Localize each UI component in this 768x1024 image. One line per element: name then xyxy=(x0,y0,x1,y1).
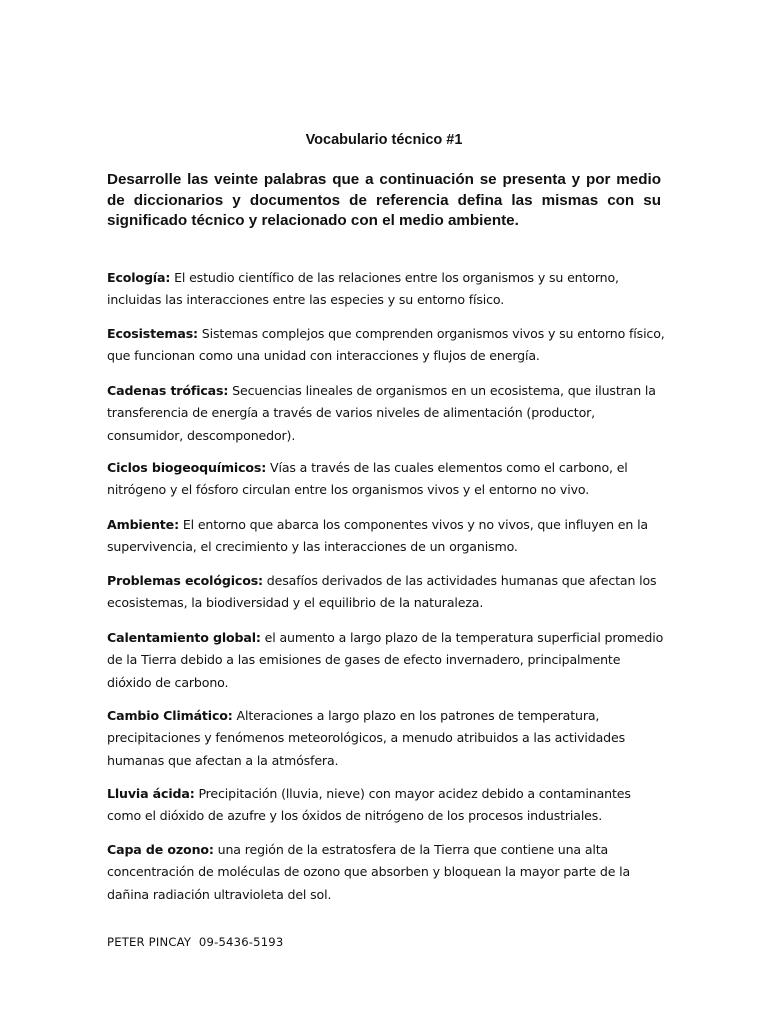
entry-definition: Sistemas complejos que comprenden organismos vivos y su entorno físico, que funcionan como una unidad con interacciones y flujos de energía. xyxy=(107,326,665,364)
entry-ciclos-biogeoquimicos xyxy=(107,457,667,502)
document-title: Vocabulario técnico #1 xyxy=(305,132,463,148)
entry-definition: Secuencias lineales de organismos en un ecosistema, que ilustran la transferencia de energía a través de varios niveles de alimentación (productor, consumidor, descomponedor). xyxy=(107,383,656,443)
entry-definition: Alteraciones a largo plazo en los patrones de temperatura, precipitaciones y fenómenos meteorológicos, a menudo atribuidos a las actividades humanas que afectan a la atmósfera. xyxy=(107,708,626,768)
entry-lluvia-acida xyxy=(107,783,667,828)
entry-term: Ecología: xyxy=(107,270,171,285)
entry-definition: El estudio científico de las relaciones entre los organismos y su entorno, incluidas las interacciones entre las especies y su entorno físico. xyxy=(107,270,619,308)
footer-author-phone: PETER PINCAY 09-5436-5193 xyxy=(107,935,284,949)
entry-term: Cadenas tróficas: xyxy=(107,383,229,398)
entry-term: Lluvia ácida: xyxy=(107,786,195,801)
entry-term: Ambiente: xyxy=(107,517,179,532)
entry-definition: desafíos derivados de las actividades humanas que afectan los ecosistemas, la biodiversidad y el equilibrio de la naturaleza. xyxy=(107,573,657,611)
entry-calentamiento-global xyxy=(107,627,667,694)
entry-term: Calentamiento global: xyxy=(107,630,261,645)
entry-term: Ecosistemas: xyxy=(107,326,198,341)
entry-cadenas-troficas xyxy=(107,380,667,447)
entry-term: Cambio Climático: xyxy=(107,708,233,723)
entry-term: Problemas ecológicos: xyxy=(107,573,263,588)
entry-ambiente xyxy=(107,514,667,559)
entry-ecosistemas xyxy=(107,323,667,368)
entry-definition: Vías a través de las cuales elementos como el carbono, el nitrógeno y el fósforo circulan entre los organismos vivos y el entorno no vivo. xyxy=(107,460,628,498)
entry-cambio-climatico xyxy=(107,705,667,772)
entry-problemas-ecologicos xyxy=(107,570,667,615)
entry-term: Ciclos biogeoquímicos: xyxy=(107,460,267,475)
entry-definition: una región de la estratosfera de la Tierra que contiene una alta concentración de moléculas de ozono que absorben y bloquean la mayor parte de la dañina radiación ultravioleta del sol. xyxy=(107,842,631,902)
entry-capa-de-ozono xyxy=(107,839,667,906)
entry-ecologia xyxy=(107,267,667,312)
entry-definition: Precipitación (lluvia, nieve) con mayor acidez debido a contaminantes como el dióxido de azufre y los óxidos de nitrógeno de los procesos industriales. xyxy=(107,786,631,824)
instructions-paragraph: Desarrolle las veinte palabras que a continuación se presenta y por medio de diccionarios y documentos de referencia defina las mismas con su significado técnico y relacionado con el medio ambiente. xyxy=(107,171,661,229)
entry-definition: El entorno que abarca los componentes vivos y no vivos, que influyen en la supervivencia, el crecimiento y las interacciones de un organismo. xyxy=(107,517,648,555)
entry-term: Capa de ozono: xyxy=(107,842,214,857)
entry-definition: el aumento a largo plazo de la temperatura superficial promedio de la Tierra debido a las emisiones de gases de efecto invernadero, principalmente dióxido de carbono. xyxy=(107,630,664,690)
